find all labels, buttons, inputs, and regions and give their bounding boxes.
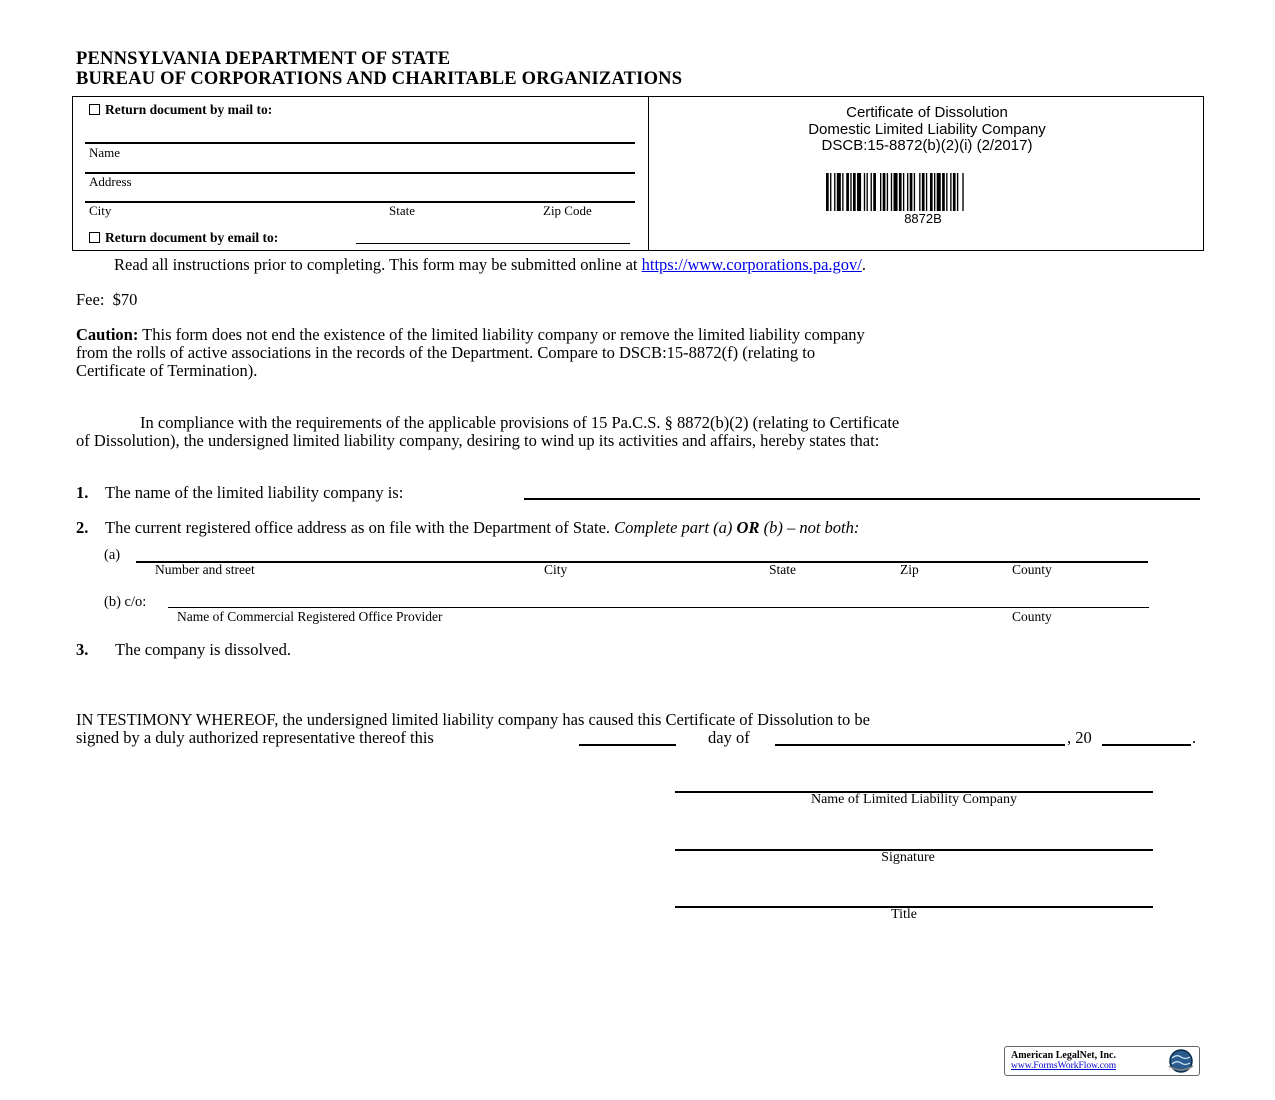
caution-label: Caution:: [76, 325, 139, 344]
return-zip-label: Zip Code: [543, 203, 592, 218]
testimony-day-field[interactable]: [579, 744, 676, 746]
title-label: Title: [891, 907, 917, 922]
part-a-state-label: State: [769, 562, 796, 577]
part-a-zip-label: Zip: [900, 562, 919, 577]
return-email-line[interactable]: [356, 243, 630, 244]
fee-line: [76, 291, 137, 309]
fee-amount: $70: [112, 290, 138, 309]
bureau-heading: BUREAU OF CORPORATIONS AND CHARITABLE ORGANIZATIONS: [76, 69, 683, 89]
certificate-code: DSCB:15-8872(b)(2)(i) (2/2017): [821, 137, 1033, 154]
testimony-line-2d: .: [1192, 728, 1197, 747]
return-mail-option[interactable]: [89, 102, 272, 118]
part-b-provider-field[interactable]: [168, 607, 1149, 608]
return-email-label: Return document by email to:: [105, 230, 279, 245]
return-city-label: City: [89, 203, 112, 218]
part-a-city-label: City: [544, 562, 568, 577]
department-heading: PENNSYLVANIA DEPARTMENT OF STATE: [76, 49, 451, 69]
part-a-label: (a): [104, 547, 121, 563]
testimony-month-field[interactable]: [775, 744, 1065, 746]
part-b-provider-label: Name of Commercial Registered Office Provider: [177, 609, 443, 624]
certificate-title: Certificate of Dissolution: [846, 104, 1008, 121]
return-address-label: Address: [89, 174, 132, 189]
compliance-line-2: of Dissolution), the undersigned limited liability company, desiring to wind up its activities and affairs, hereby states that:: [76, 431, 880, 450]
item-2-instr-b: (b) – not both:: [759, 518, 860, 537]
part-a-county-label: County: [1012, 562, 1052, 577]
item-3-text: The company is dissolved.: [115, 640, 291, 659]
return-name-label: Name: [89, 145, 121, 160]
caution-text-1: This form does not end the existence of the limited liability company or remove the limited liability company: [138, 325, 865, 344]
item-2-instr-or: OR: [736, 518, 760, 537]
logo-url[interactable]: www.FormsWorkFlow.com: [1011, 1061, 1117, 1071]
part-a-street-label: Number and street: [155, 562, 255, 577]
compliance-line-1: In compliance with the requirements of the applicable provisions of 15 Pa.C.S. § 8872(b)(2) (relating to Certificate: [140, 413, 900, 432]
return-email-checkbox[interactable]: [89, 232, 100, 243]
logo-company: American LegalNet, Inc.: [1011, 1050, 1116, 1061]
part-b-county-label: County: [1012, 609, 1052, 624]
testimony-line-2a: signed by a duly authorized representative thereof this: [76, 728, 434, 747]
return-name-line[interactable]: [85, 142, 635, 144]
testimony-year-field[interactable]: [1102, 744, 1191, 746]
caution-text-2: from the rolls of active associations in the records of the Department. Compare to DSCB:15-8872(f) (relating to: [76, 343, 816, 362]
barcode: [826, 173, 1020, 211]
part-b-label: (b) c/o:: [104, 594, 147, 610]
part-a-address-field[interactable]: [136, 561, 1148, 563]
caution-text-3: Certificate of Termination).: [76, 361, 258, 380]
testimony-line-2c: , 20: [1067, 728, 1092, 747]
fee-label: Fee:: [76, 290, 105, 309]
item-1-text: The name of the limited liability company is:: [105, 483, 404, 502]
corporations-link[interactable]: https://www.corporations.pa.gov/: [641, 255, 862, 274]
return-mail-checkbox[interactable]: [89, 104, 100, 115]
globe-icon: [1167, 1048, 1195, 1074]
item-2-number: 2.: [76, 518, 89, 537]
return-mail-label: Return document by mail to:: [105, 102, 273, 117]
signature-label: Signature: [881, 850, 935, 865]
barcode-label: 8872B: [904, 211, 942, 226]
certificate-subtitle: Domestic Limited Liability Company: [808, 120, 1046, 138]
item-3-number: 3.: [76, 640, 89, 659]
company-name-field[interactable]: [524, 498, 1200, 500]
instructions-period: .: [861, 255, 867, 274]
item-2-main: The current registered office address as on file with the Department of State.: [105, 518, 615, 537]
american-legalnet-logo[interactable]: [1004, 1046, 1200, 1076]
return-state-label: State: [389, 203, 415, 218]
instructions-text: [114, 256, 866, 274]
item-2-instr-a: Complete part (a): [614, 518, 737, 537]
item-1-number: 1.: [76, 483, 89, 502]
company-name-label: Name of Limited Liability Company: [810, 792, 1018, 807]
item-2-text: [105, 519, 859, 537]
testimony-line-1: IN TESTIMONY WHEREOF, the undersigned limited liability company has caused this Certificate of Dissolution to be: [76, 710, 870, 729]
return-email-option[interactable]: [89, 230, 278, 246]
testimony-line-2b: day of: [708, 728, 750, 747]
return-address-line[interactable]: [85, 172, 635, 174]
certificate-title-block: [650, 105, 1204, 155]
caution-paragraph: [76, 326, 1201, 380]
box-divider: [648, 97, 649, 250]
instructions-lead: Read all instructions prior to completing. This form may be submitted online at: [114, 255, 642, 274]
